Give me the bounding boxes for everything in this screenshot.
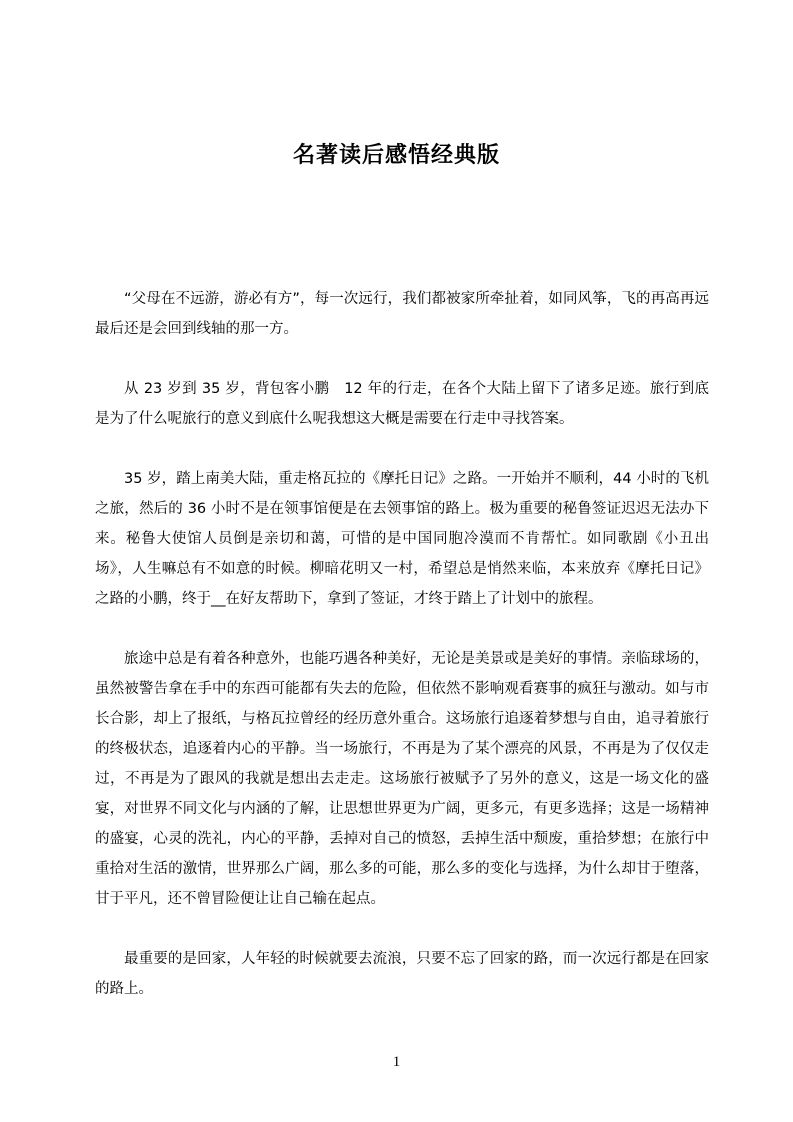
paragraph-1: “父母在不远游，游必有方”，每一次远行，我们都被家所牵扯着，如同风筝，飞的再高再远最后还是会回到线轴的那一方。 xyxy=(95,291,709,337)
page-number: 1 xyxy=(392,1054,401,1070)
paragraph-5: 最重要的是回家，人年轻的时候就要去流浪，只要不忘了回家的路，而一次远行都是在回家的路上。 xyxy=(95,951,709,997)
paragraph-3: 35 岁，踏上南美大陆，重走格瓦拉的《摩托日记》之路。一开始并不顺利，44 小时的飞机之旅，然后的 36 小时不是在领事馆便是在去领事馆的路上。极为重要的秘鲁签证迟迟无法办下来。秘鲁大使馆人员倒是亲切和蔼，可惜的是中国同胞冷漠而不肯帮忙。如同歌剧《小丑出场》，人生嘛总有不如意的时候。柳暗花明又一村，希望总是悄然来临，本来放弃《摩托日记》之路的小鹏，终于__在好友帮助下，拿到了签证，才终于踏上了计划中的旅程。 xyxy=(95,471,709,607)
document-title: 名著读后感悟经典版 xyxy=(292,143,500,168)
paragraph-4: 旅途中总是有着各种意外，也能巧遇各种美好，无论是美景或是美好的事情。亲临球场的，虽然被警告拿在手中的东西可能都有失去的危险，但依然不影响观看赛事的疯狂与激动。如与市长合影，却上了报纸，与格瓦拉曾经的经历意外重合。这场旅行追逐着梦想与自由，追寻着旅行的终极状态，追逐着内心的平静。当一场旅行，不再是为了某个漂亮的风景，不再是为了仅仅走过，不再是为了跟风的我就是想出去走走。这场旅行被赋予了另外的意义，这是一场文化的盛宴，对世界不同文化与内涵的了解，让思想世界更为广阔，更多元，有更多选择；这是一场精神的盛宴，心灵的洗礼，内心的平静，丢掉对自己的愤怒，丢掉生活中颓废，重拾梦想；在旅行中重拾对生活的激情，世界那么广阔，那么多的可能，那么多的变化与选择，为什么却甘于堕落，甘于平凡，还不曾冒险便让让自己输在起点。 xyxy=(95,651,709,907)
paragraph-2: 从 23 岁到 35 岁，背包客小鹏 12 年的行走，在各个大陆上留下了诸多足迹。旅行到底是为了什么呢旅行的意义到底什么呢我想这大概是需要在行走中寻找答案。 xyxy=(95,381,709,427)
document-body xyxy=(95,284,709,1004)
